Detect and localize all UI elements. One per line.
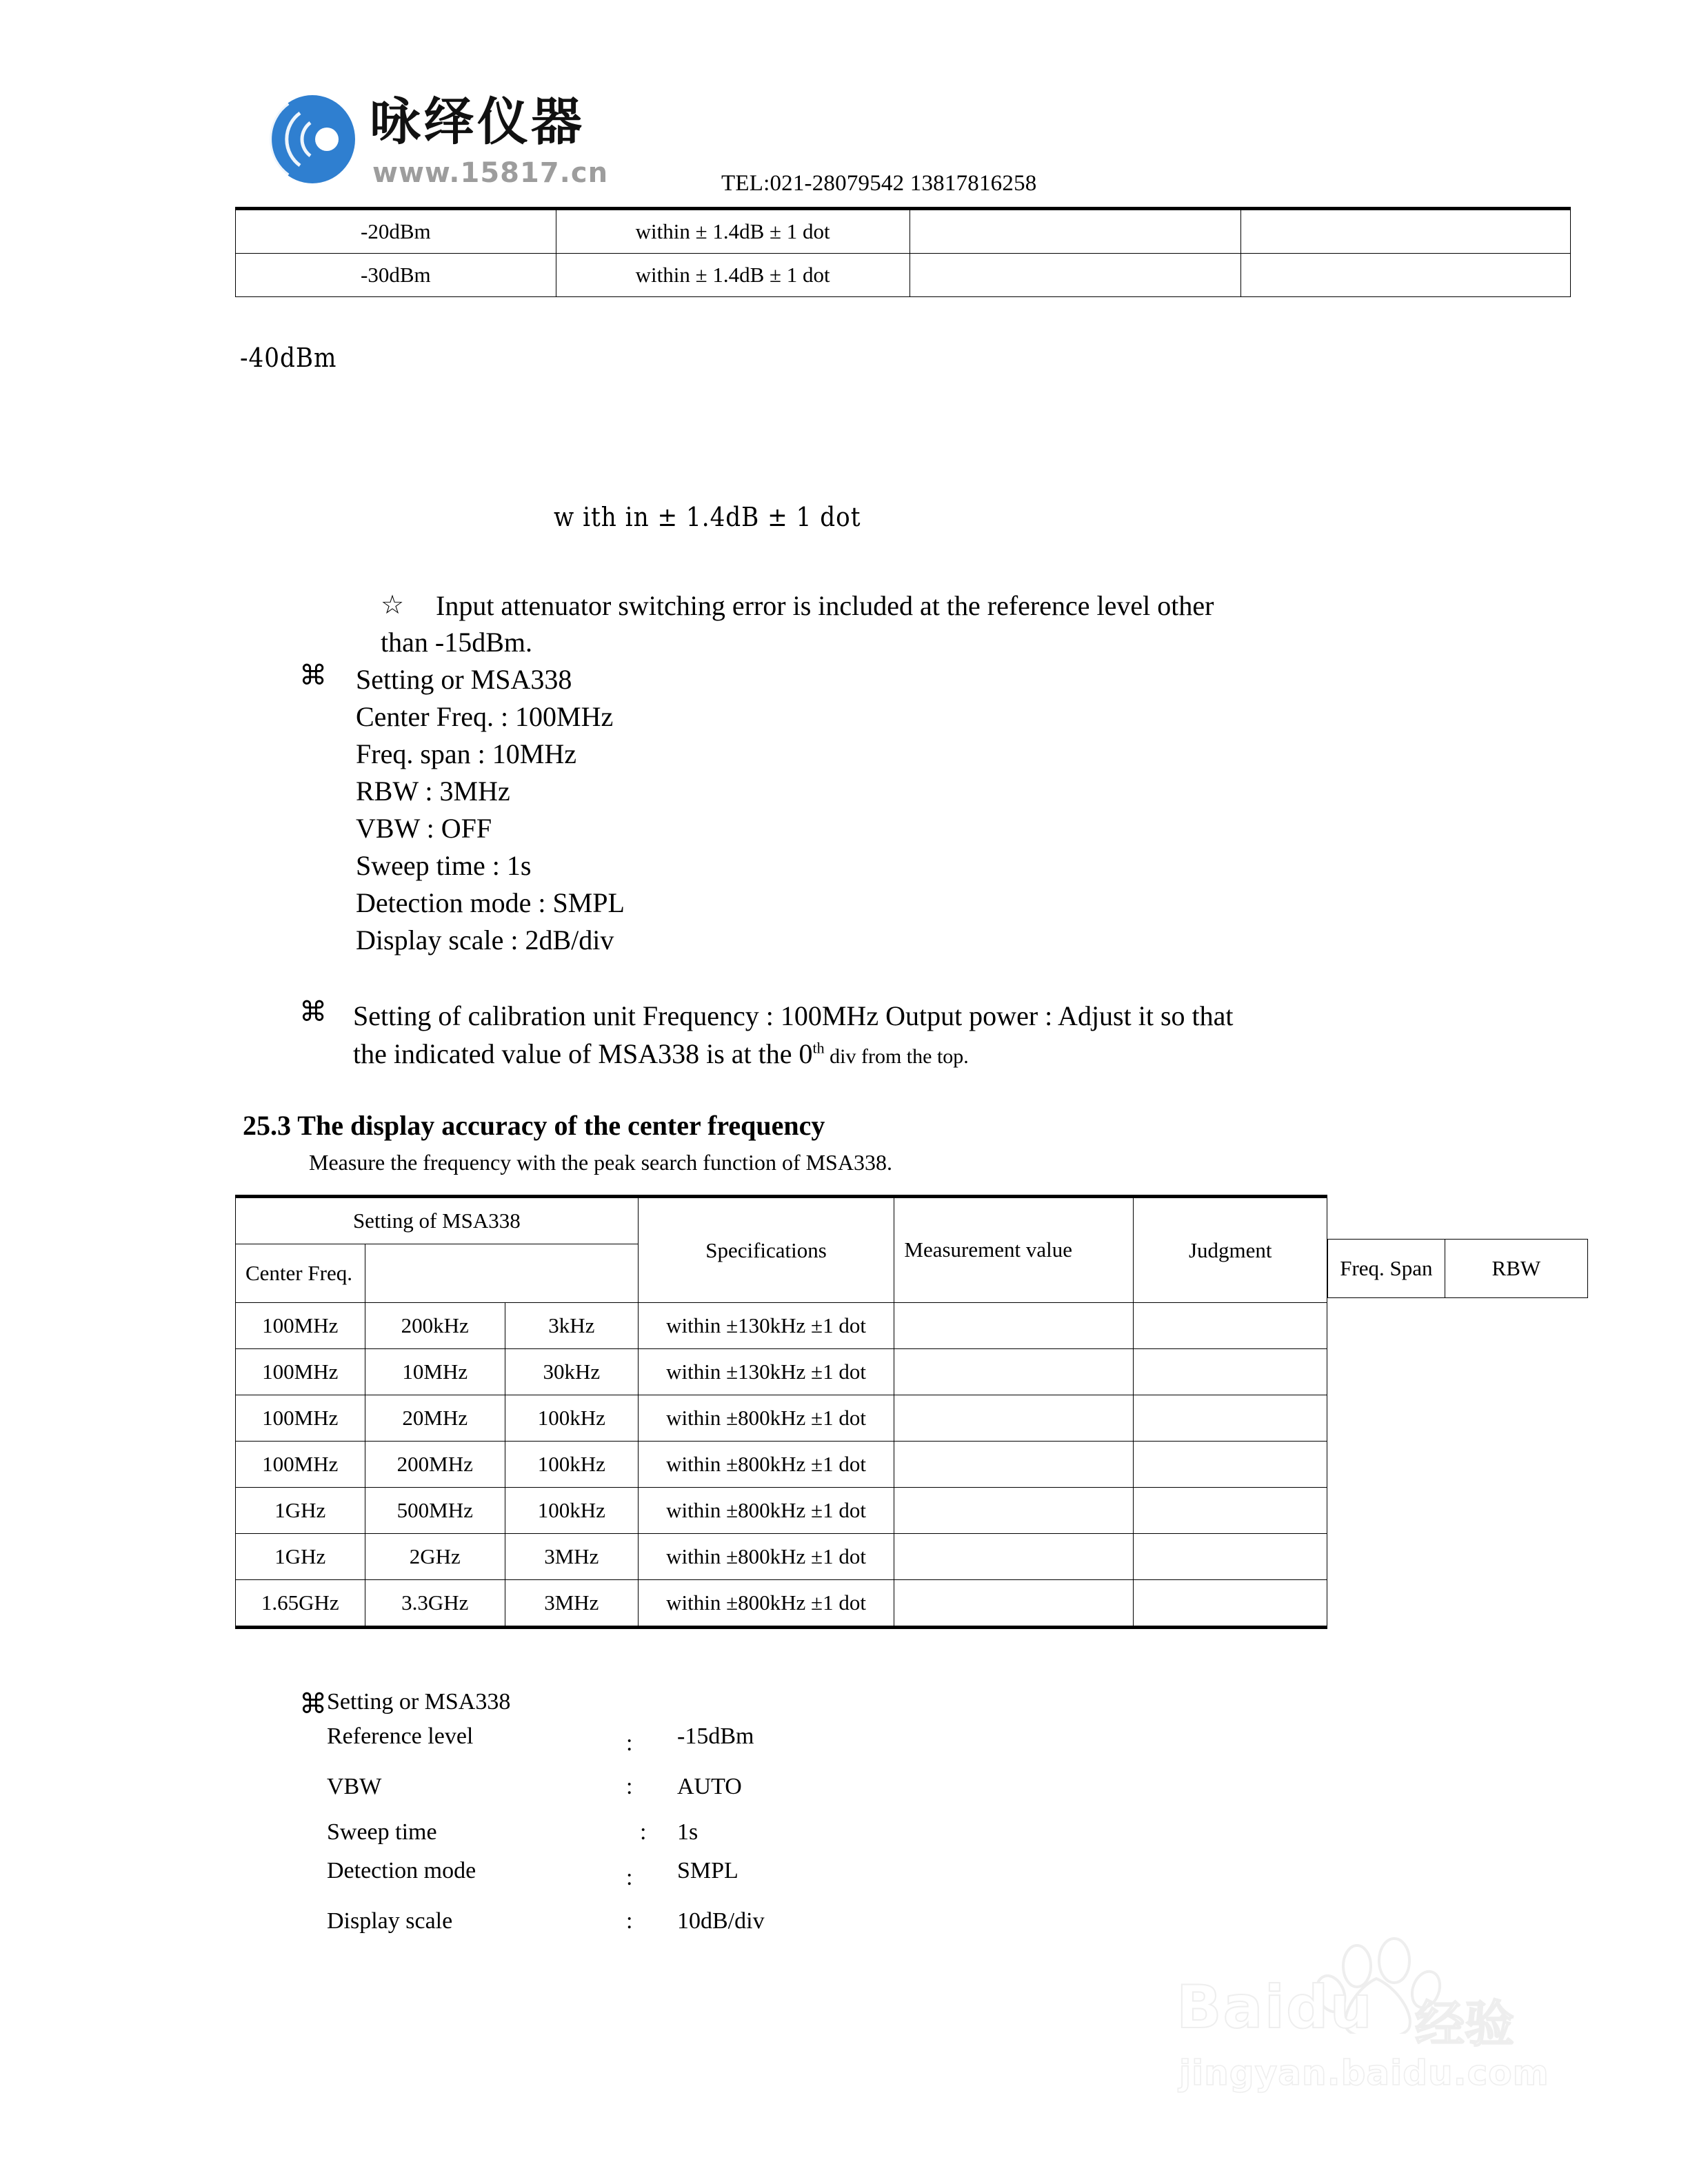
header-measurement-value: Measurement value bbox=[894, 1197, 1134, 1303]
table-row bbox=[236, 209, 1571, 254]
watermark-url: jingyan.baidu.com bbox=[1179, 2053, 1549, 2093]
label-detection-mode: Detection mode bbox=[327, 1858, 476, 1883]
note-line-2: than -15dBm. bbox=[381, 627, 532, 658]
cell-measurement-value[interactable] bbox=[894, 1395, 1134, 1442]
level-label-40dbm: -40dBm bbox=[240, 343, 337, 373]
table-row bbox=[236, 1580, 1327, 1628]
setting-center-freq: Center Freq. : 100MHz bbox=[356, 701, 614, 732]
cell-spec: within ± 1.4dB ± 1 dot bbox=[556, 254, 910, 297]
cell-span: 20MHz bbox=[365, 1395, 505, 1442]
cell-measurement-value[interactable] bbox=[894, 1488, 1134, 1534]
cell-span: 10MHz bbox=[365, 1349, 505, 1395]
cell-span: 3.3GHz bbox=[365, 1580, 505, 1628]
cell-measurement-value[interactable] bbox=[910, 209, 1240, 254]
header-specifications: Specifications bbox=[638, 1197, 894, 1303]
header-rbw: RBW bbox=[1445, 1240, 1587, 1298]
cell-measurement-value[interactable] bbox=[894, 1442, 1134, 1488]
watermark-brand: Baidu bbox=[1176, 1973, 1374, 2042]
label-display-scale: Display scale bbox=[327, 1908, 453, 1934]
header-setting-of-msa338: Setting of MSA338 bbox=[236, 1197, 639, 1244]
value-detection-mode: SMPL bbox=[677, 1858, 738, 1883]
label-vbw: VBW bbox=[327, 1774, 382, 1799]
value-vbw: AUTO bbox=[677, 1774, 742, 1799]
header-center-freq: Center Freq. bbox=[236, 1244, 365, 1303]
cell-rbw: 3MHz bbox=[505, 1580, 638, 1628]
colon-separator: : bbox=[626, 1908, 633, 1934]
table-group-header-row bbox=[236, 1197, 1327, 1244]
cell-spec: within ±130kHz ±1 dot bbox=[638, 1303, 894, 1349]
header-freq-span: Freq. Span bbox=[1328, 1240, 1445, 1298]
center-frequency-accuracy-table bbox=[235, 1195, 1327, 1629]
cell-judgment[interactable] bbox=[1134, 1488, 1327, 1534]
cell-spec: within ±800kHz ±1 dot bbox=[638, 1395, 894, 1442]
table-row bbox=[236, 254, 1571, 297]
cell-span: 2GHz bbox=[365, 1534, 505, 1580]
cell-center-freq: 1.65GHz bbox=[236, 1580, 365, 1628]
setting-display-scale: Display scale : 2dB/div bbox=[356, 924, 614, 956]
command-bullet-icon: ⌘ bbox=[299, 1688, 327, 1720]
cell-rbw: 100kHz bbox=[505, 1395, 638, 1442]
setting-freq-span: Freq. span : 10MHz bbox=[356, 738, 576, 769]
cell-rbw: 3MHz bbox=[505, 1534, 638, 1580]
calibration-line-2-pre: the indicated value of MSA338 is at the 0 bbox=[353, 1038, 813, 1069]
span-rbw-header-box bbox=[1327, 1239, 1588, 1298]
page-header bbox=[0, 0, 1688, 207]
section-heading: 25.3 The display accuracy of the center frequency bbox=[243, 1110, 825, 1141]
cell-measurement-value[interactable] bbox=[894, 1580, 1134, 1628]
cell-rbw: 100kHz bbox=[505, 1488, 638, 1534]
table-row bbox=[236, 1303, 1327, 1349]
cell-span: 500MHz bbox=[365, 1488, 505, 1534]
bottom-settings-title: Setting or MSA338 bbox=[327, 1689, 511, 1715]
setting-rbw: RBW : 3MHz bbox=[356, 776, 510, 807]
cell-judgment[interactable] bbox=[1134, 1580, 1327, 1628]
spec-label-40dbm: w ith in ± 1.4dB ± 1 dot bbox=[554, 502, 861, 532]
baidu-jingyan-watermark bbox=[1172, 1930, 1586, 2103]
cell-measurement-value[interactable] bbox=[910, 254, 1240, 297]
ordinal-superscript: th bbox=[812, 1039, 825, 1057]
cell-rbw: 100kHz bbox=[505, 1442, 638, 1488]
cell-judgment[interactable] bbox=[1134, 1303, 1327, 1349]
cell-level: -30dBm bbox=[236, 254, 556, 297]
value-sweep-time: 1s bbox=[677, 1819, 699, 1845]
level-accuracy-continuation-table bbox=[235, 207, 1571, 297]
colon-separator: : bbox=[626, 1865, 633, 1890]
note-line-1: Input attenuator switching error is included at the reference level other bbox=[436, 590, 1214, 621]
cell-center-freq: 1GHz bbox=[236, 1488, 365, 1534]
calibration-line-2-post: div from the top. bbox=[824, 1045, 969, 1068]
header-judgment: Judgment bbox=[1134, 1197, 1327, 1303]
value-display-scale: 10dB/div bbox=[677, 1908, 765, 1934]
cell-spec: within ±800kHz ±1 dot bbox=[638, 1534, 894, 1580]
cell-center-freq: 100MHz bbox=[236, 1349, 365, 1395]
colon-separator: : bbox=[626, 1774, 633, 1799]
company-logo bbox=[268, 91, 612, 194]
cell-center-freq: 1GHz bbox=[236, 1534, 365, 1580]
cell-center-freq: 100MHz bbox=[236, 1395, 365, 1442]
label-sweep-time: Sweep time bbox=[327, 1819, 437, 1845]
cell-judgment[interactable] bbox=[1134, 1395, 1327, 1442]
cell-spec: within ± 1.4dB ± 1 dot bbox=[556, 209, 910, 254]
table-row bbox=[236, 1488, 1327, 1534]
section-subtitle: Measure the frequency with the peak search function of MSA338. bbox=[309, 1150, 892, 1175]
colon-separator: : bbox=[626, 1730, 633, 1756]
calibration-line-1: Setting of calibration unit Frequency : 100MHz Output power : Adjust it so that bbox=[353, 1000, 1234, 1031]
cell-judgment[interactable] bbox=[1134, 1534, 1327, 1580]
cell-judgment[interactable] bbox=[1240, 254, 1570, 297]
cell-judgment[interactable] bbox=[1134, 1349, 1327, 1395]
setting-sweep-time: Sweep time : 1s bbox=[356, 850, 532, 881]
watermark-brand-cn: 经验 bbox=[1415, 1995, 1515, 2053]
cell-spec: within ±800kHz ±1 dot bbox=[638, 1442, 894, 1488]
company-website: www.15817.cn bbox=[372, 157, 609, 189]
cell-span: 200kHz bbox=[365, 1303, 505, 1349]
table-row bbox=[236, 1534, 1327, 1580]
cell-span: 200MHz bbox=[365, 1442, 505, 1488]
cell-spec: within ±800kHz ±1 dot bbox=[638, 1488, 894, 1534]
cell-judgment[interactable] bbox=[1134, 1442, 1327, 1488]
settings-block-title: Setting or MSA338 bbox=[356, 664, 572, 695]
cell-spec: within ±800kHz ±1 dot bbox=[638, 1580, 894, 1628]
command-bullet-icon: ⌘ bbox=[299, 660, 327, 691]
radar-wave-logo-icon bbox=[268, 94, 357, 185]
cell-measurement-value[interactable] bbox=[894, 1303, 1134, 1349]
cell-center-freq: 100MHz bbox=[236, 1303, 365, 1349]
table-row bbox=[236, 1395, 1327, 1442]
cell-rbw: 3kHz bbox=[505, 1303, 638, 1349]
cell-center-freq: 100MHz bbox=[236, 1442, 365, 1488]
paw-print-icon bbox=[1307, 1930, 1459, 2034]
contact-phone-line: TEL:021-28079542 13817816258 bbox=[721, 171, 1037, 196]
setting-detection-mode: Detection mode : SMPL bbox=[356, 887, 625, 918]
colon-separator: : bbox=[640, 1819, 647, 1845]
command-bullet-icon: ⌘ bbox=[299, 996, 327, 1028]
header-blank-span-rbw bbox=[365, 1244, 638, 1303]
cell-measurement-value[interactable] bbox=[894, 1534, 1134, 1580]
table-row bbox=[236, 1442, 1327, 1488]
value-reference-level: -15dBm bbox=[677, 1723, 754, 1749]
calibration-line-2 bbox=[353, 1038, 969, 1070]
table-row bbox=[1328, 1240, 1588, 1298]
cell-judgment[interactable] bbox=[1240, 209, 1570, 254]
company-name-cn: 咏绎仪器 bbox=[370, 92, 585, 152]
label-reference-level: Reference level bbox=[327, 1723, 474, 1749]
star-icon: ☆ bbox=[381, 589, 405, 620]
cell-measurement-value[interactable] bbox=[894, 1349, 1134, 1395]
cell-level: -20dBm bbox=[236, 209, 556, 254]
cell-spec: within ±130kHz ±1 dot bbox=[638, 1349, 894, 1395]
table-row bbox=[236, 1349, 1327, 1395]
setting-vbw: VBW : OFF bbox=[356, 813, 492, 844]
cell-rbw: 30kHz bbox=[505, 1349, 638, 1395]
